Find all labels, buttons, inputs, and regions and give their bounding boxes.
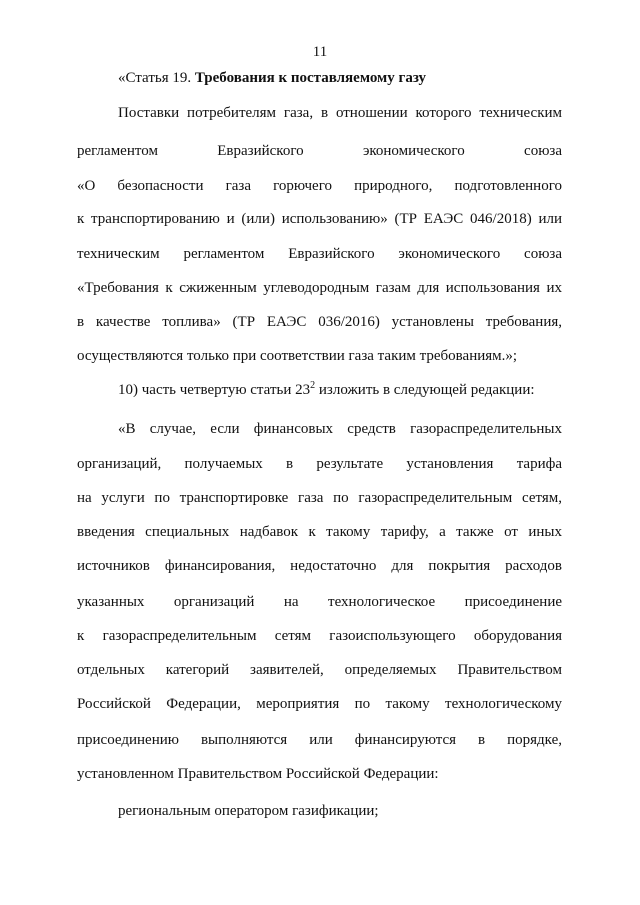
paragraph1-line: осуществляются только при соответствии газа таким требованиям.»; [77, 348, 518, 364]
paragraph2-line: введения специальных надбавок к такому тарифу, а также от иных [77, 524, 562, 540]
amendment-item-10-superscript: 2 [310, 380, 316, 391]
paragraph2-line: установленном Правительством Российской Федерации: [77, 766, 439, 782]
paragraph2-line: источников финансирования, недостаточно для покрытия расходов [77, 558, 562, 574]
amendment-item-10 [118, 381, 562, 399]
paragraph2-line: к газораспределительным сетям газоиспользующего оборудования [77, 628, 562, 644]
paragraph1-line: «Требования к сжиженным углеводородным газам для использования их [77, 280, 562, 296]
paragraph1-line: в качестве топлива» (ТР ЕАЭС 036/2016) установлены требования, [77, 314, 562, 330]
paragraph2-line: указанных организаций на технологическое присоединение [77, 594, 562, 610]
paragraph1-line: к транспортированию и (или) использованию» (ТР ЕАЭС 046/2018) или [77, 211, 562, 227]
paragraph2-line: «В случае, если финансовых средств газораспределительных [118, 421, 562, 437]
paragraph2-line: присоединению выполняются или финансируются в порядке, [77, 732, 562, 748]
paragraph2-line: Российской Федерации, мероприятия по такому технологическому [77, 696, 562, 712]
paragraph1-line: регламентом Евразийского экономического союза [77, 143, 562, 159]
paragraph2-line: отдельных категорий заявителей, определяемых Правительством [77, 662, 562, 678]
article-heading-title: Требования к поставляемому газу [194, 70, 427, 86]
amendment-item-10-text-end: изложить в следующей редакции: [315, 382, 535, 398]
paragraph3-line: региональным оператором газификации; [118, 803, 379, 819]
paragraph1-line: «О безопасности газа горючего природного, подготовленного [77, 178, 562, 194]
paragraph1-line: техническим регламентом Евразийского экономического союза [77, 246, 562, 262]
paragraph2-line: организаций, получаемых в результате установления тарифа [77, 456, 562, 472]
article-heading-prefix: «Статья 19. [118, 70, 195, 86]
page-number: 11 [312, 44, 328, 60]
amendment-item-10-text: 10) часть четвертую статьи 23 [118, 382, 311, 398]
paragraph2-line: на услуги по транспортировке газа по газораспределительным сетям, [77, 490, 562, 506]
article-heading [118, 70, 426, 87]
paragraph1-line: Поставки потребителям газа, в отношении которого техническим [118, 105, 562, 121]
